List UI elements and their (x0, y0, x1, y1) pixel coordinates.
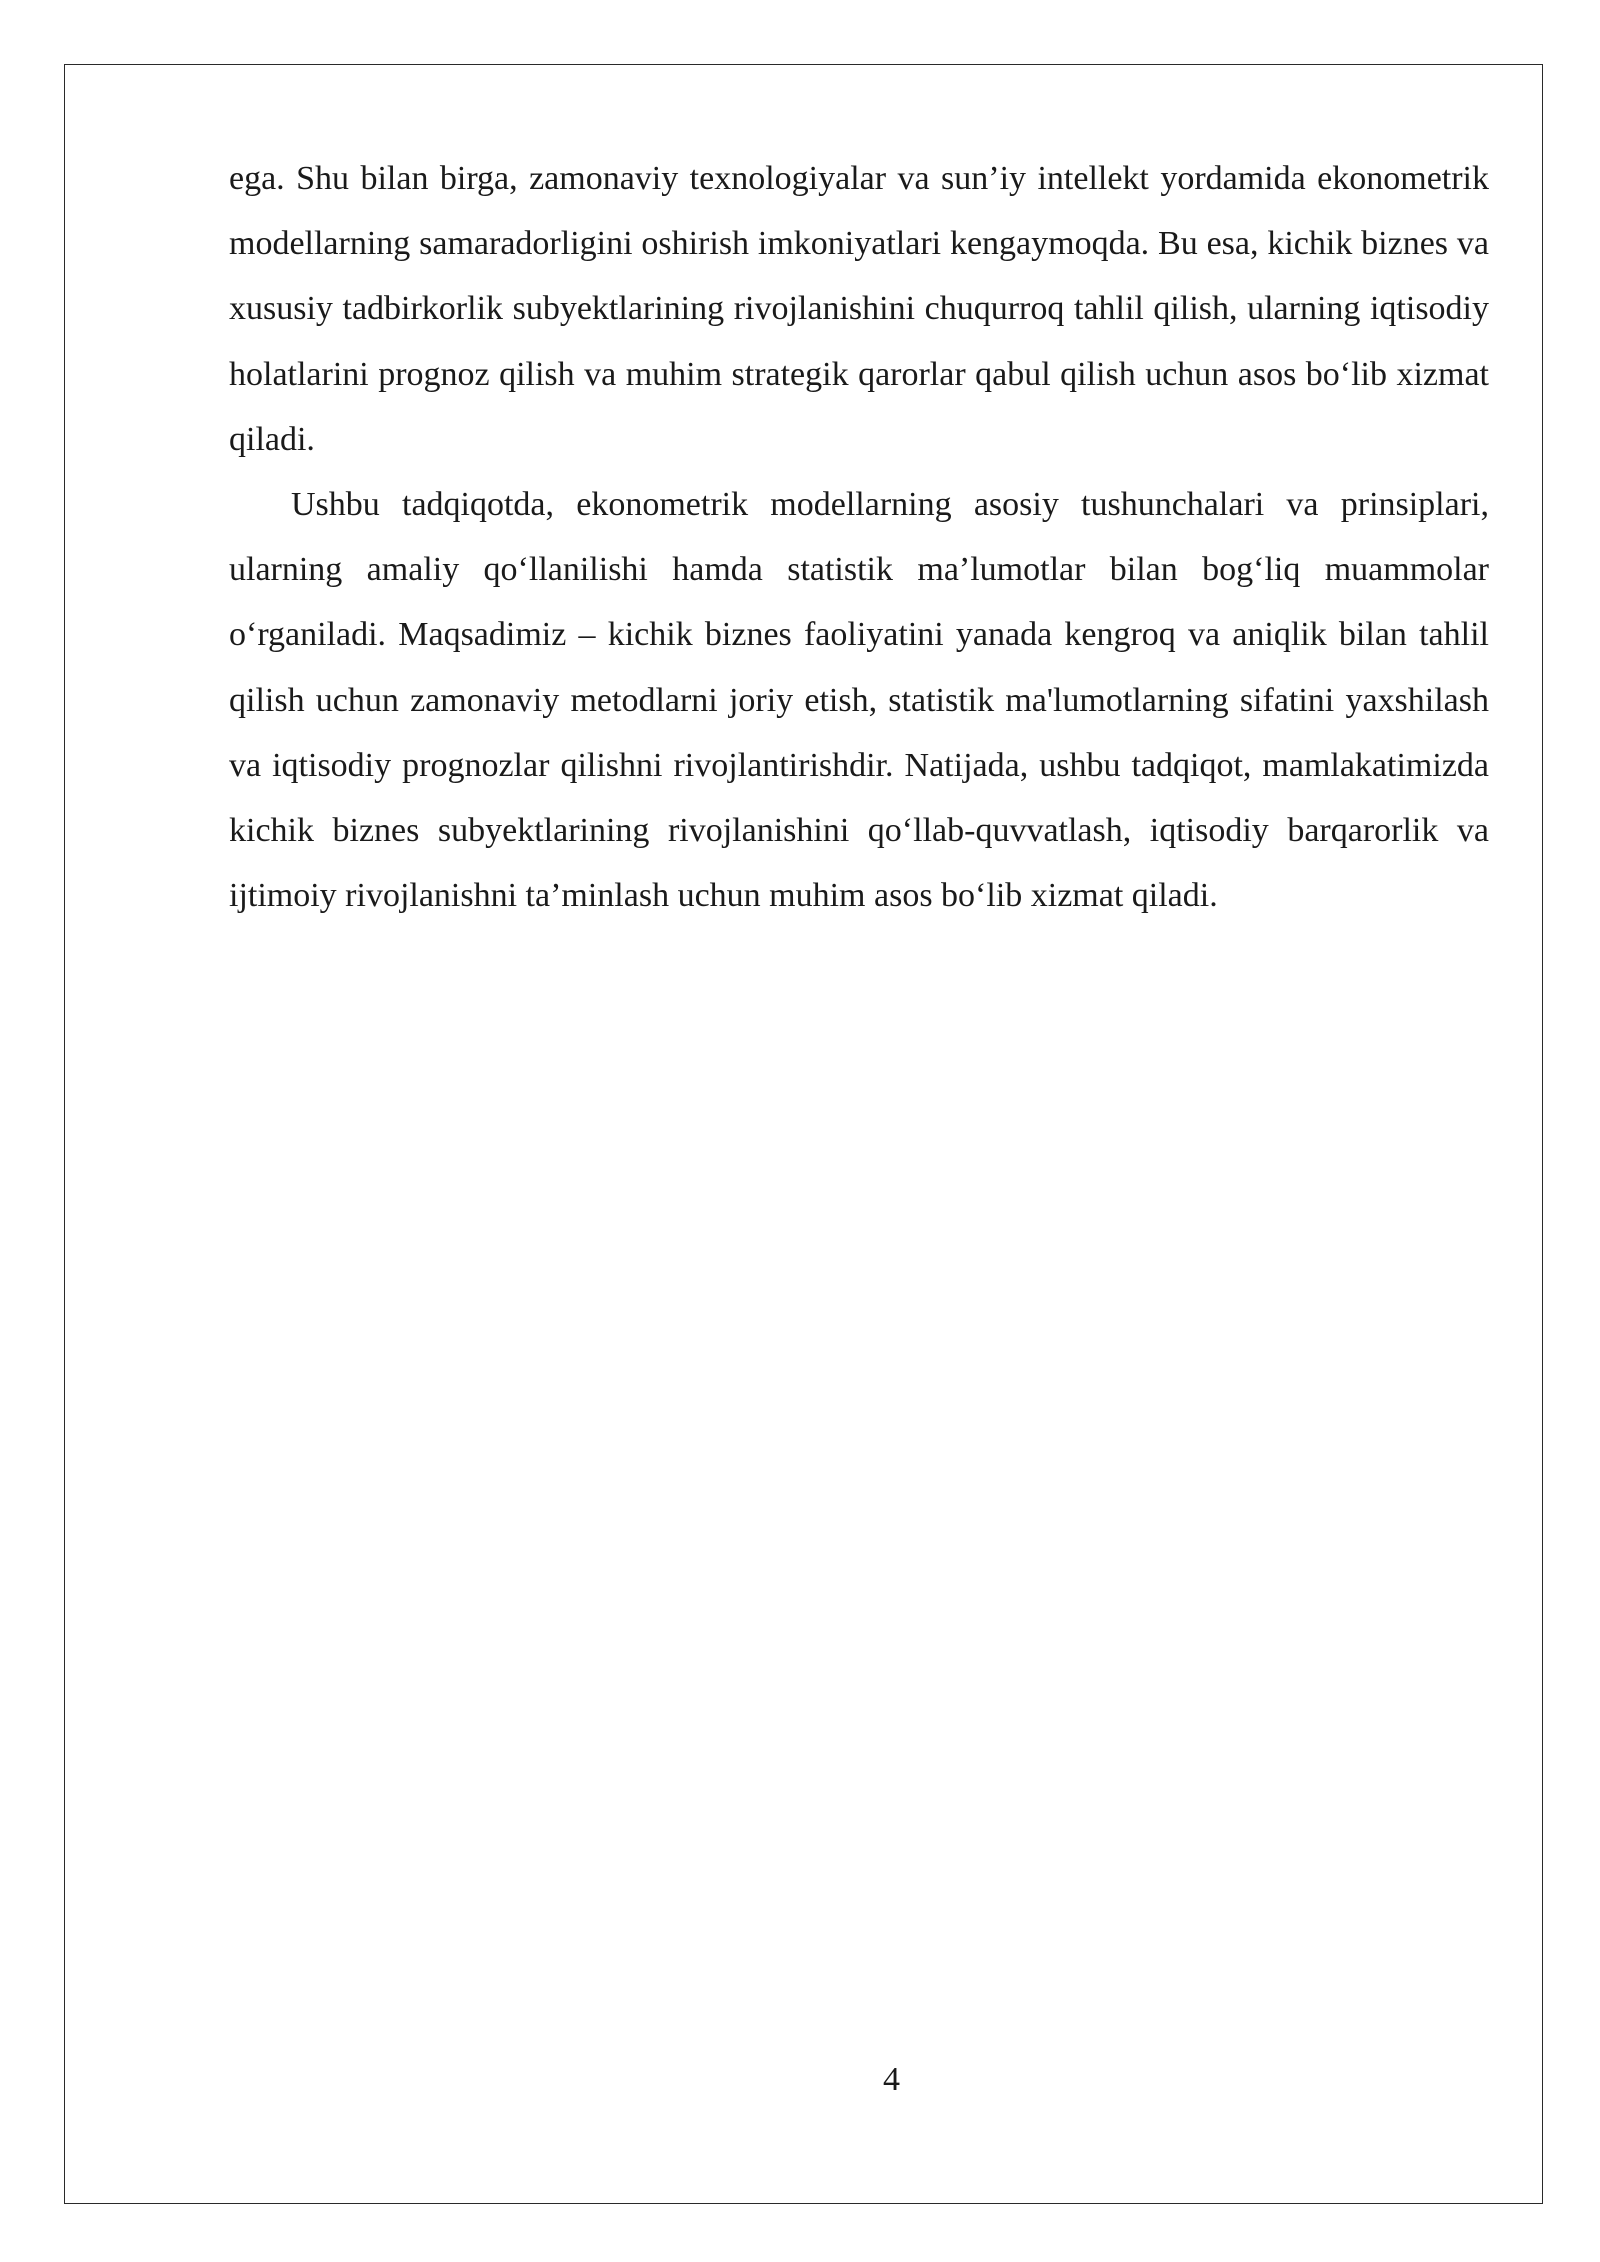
page-number: 4 (883, 2061, 900, 2098)
body-text (229, 146, 1489, 928)
paragraph-research-purpose: Ushbu tadqiqotda, ekonometrik modellarning asosiy tushunchalari va prinsiplari, ularning amaliy qo‘llanilishi hamda statistik ma’lumotlar bilan bog‘liq muammolar o‘rganiladi. Maqsadimiz – kichik biznes faoliyatini yanada kengroq va aniqlik bilan tahlil qilish uchun zamonaviy metodlarni joriy etish, statistik ma'lumotlarning sifatini yaxshilash va iqtisodiy prognozlar qilishni rivojlantirishdir. Natijada, ushbu tadqiqot, mamlakatimizda kichik biznes subyektlarining rivojlanishini qo‘llab-quvvatlash, iqtisodiy barqarorlik va ijtimoiy rivojlanishni ta’minlash uchun muhim asos bo‘lib xizmat qiladi. (229, 486, 1489, 915)
paragraph-continuation: ega. Shu bilan birga, zamonaviy texnologiyalar va sun’iy intellekt yordamida ekonometrik modellarning samaradorligini oshirish imkoniyatlari kengaymoqda. Bu esa, kichik biznes va xususiy tadbirkorlik subyektlarining rivojlanishini chuqurroq tahlil qilish, ularning iqtisodiy holatlarini prognoz qilish va muhim strategik qarorlar qabul qilish uchun asos bo‘lib xizmat qiladi. (229, 160, 1489, 458)
